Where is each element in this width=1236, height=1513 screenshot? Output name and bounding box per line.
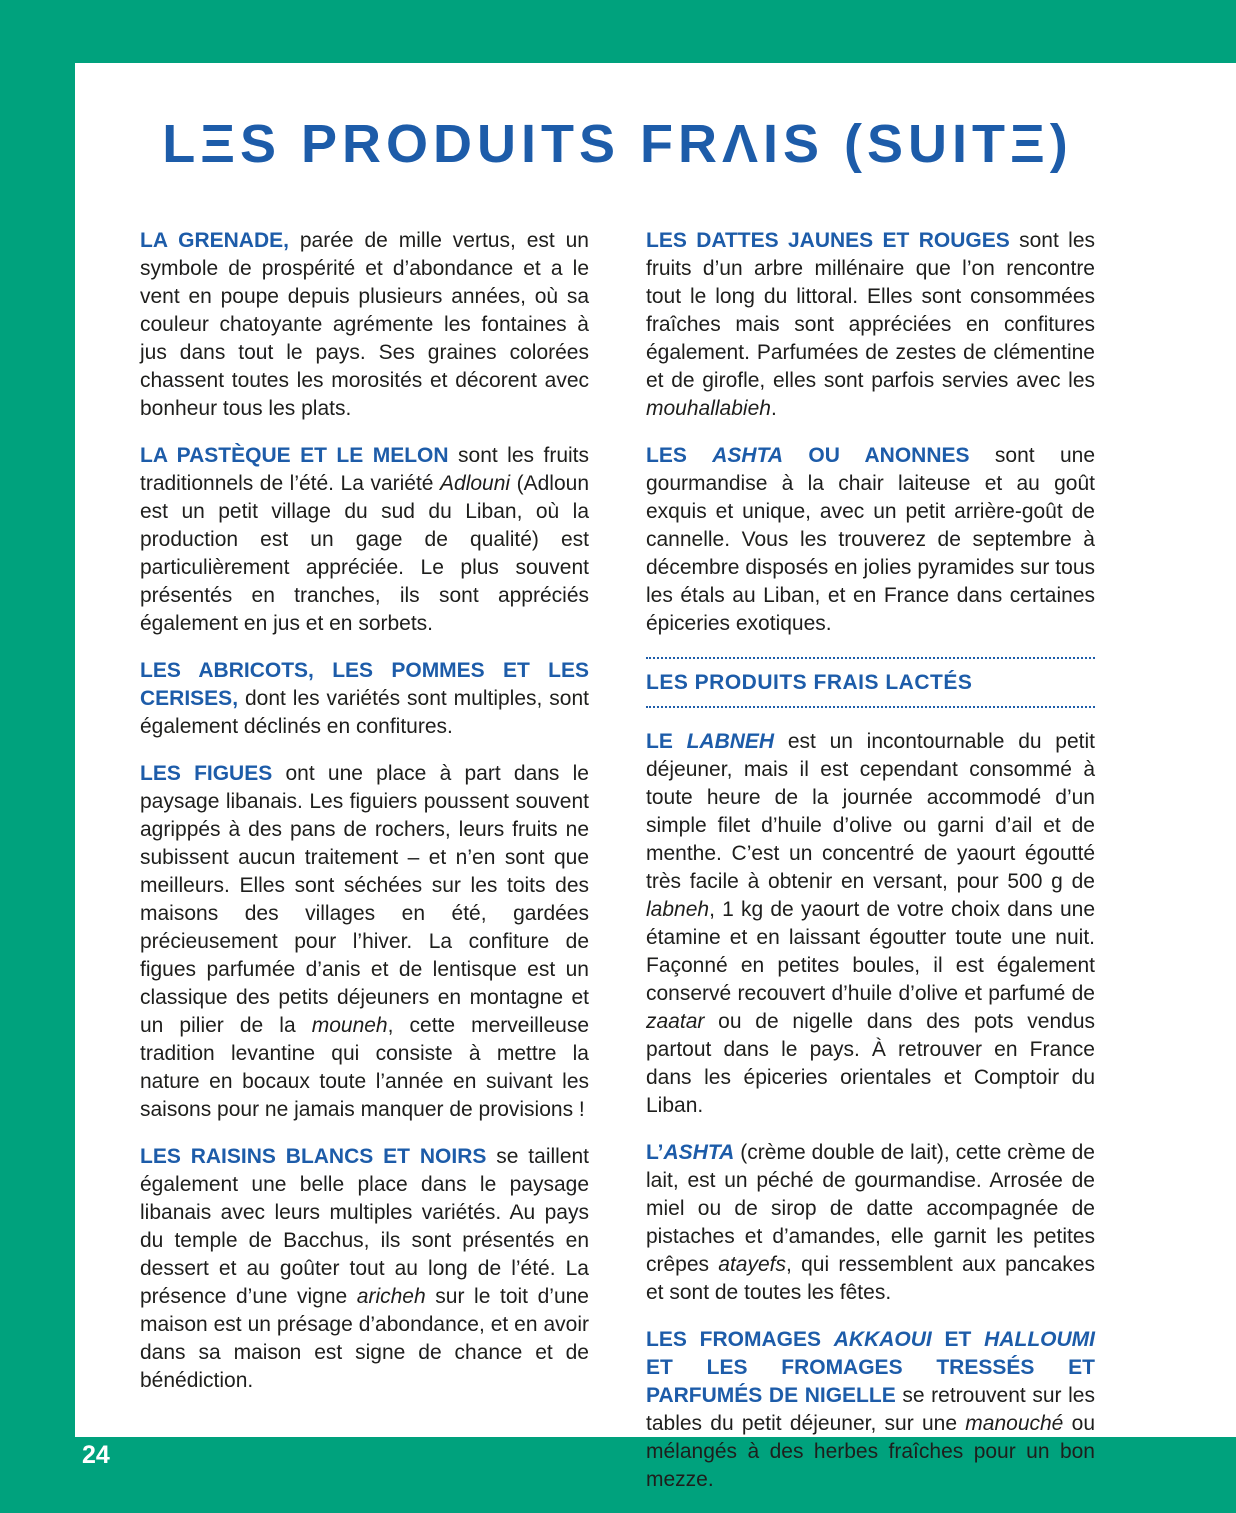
text-segment: sont une gourmandise à la chair laiteuse et au goût exquis et unique, avec un petit arrière-goût de cannelle. Vous les trouverez de septembre à décembre disposés en jolies pyramides sur tous les étals au Liban, et en France dans certaines épiceries exotiques. xyxy=(646,444,1095,635)
paragraph xyxy=(140,227,589,423)
paragraph xyxy=(140,442,589,638)
text-segment: ont une place à part dans le paysage libanais. Les figuiers poussent souvent agrippés à des pans de rochers, leurs fruits ne subissent aucun traitement – et n’en sont que meilleurs. Elles sont séchées sur les toits des maisons des villages en été, gardées précieusement pour l’hiver. La confiture de figues parfumée d’anis et de lentisque est un classique des petits déjeuners en montagne et un pilier de la xyxy=(140,762,589,1037)
text-segment: se taillent également une belle place dans le paysage libanais avec leurs multiples variétés. Au pays du temple de Bacchus, ils sont présentés en dessert et au goûter tout au long de l’été. La présence d’une vigne xyxy=(140,1145,590,1308)
paragraph xyxy=(646,442,1095,638)
text-segment: , qui ressemblent aux pancakes et sont de toutes les fêtes. xyxy=(646,1253,1095,1304)
text-segment: LE xyxy=(646,730,687,753)
page-title: LΞS PRODUITS FRΛIS (SUITΞ) xyxy=(162,114,1073,174)
text-segment: Adlouni xyxy=(440,472,511,495)
text-segment: ASHTA xyxy=(663,1141,735,1164)
text-segment: atayefs xyxy=(718,1253,786,1276)
text-segment: sur le toit d’une maison est un présage d’abondance, et en avoir dans sa maison est signe de chance et de bénédiction. xyxy=(140,1285,589,1392)
text-segment: OU ANONNES xyxy=(783,444,995,467)
text-columns xyxy=(140,227,1095,1513)
text-segment: LES FIGUES xyxy=(140,762,286,785)
text-segment: . xyxy=(770,397,777,420)
text-segment: mouhallabieh xyxy=(646,397,771,420)
text-segment: AKKAOUI xyxy=(833,1328,932,1351)
text-segment: ET LES FROMAGES TRESSÉS ET PARFUMÉS DE NIGELLE xyxy=(646,1356,1095,1407)
text-segment: se retrouvent sur les tables du petit déjeuner, sur une xyxy=(646,1384,1095,1435)
text-segment: LA GRENADE, xyxy=(140,229,300,252)
text-segment: dont les variétés sont multiples, sont également déclinés en confitures. xyxy=(140,687,589,738)
section-heading xyxy=(646,657,1095,708)
text-segment: (Adloun est un petit village du sud du Liban, où la production est un gage de qualité) est particulièrement appréciée. Le plus souvent présentés en tranches, ils sont appréciés également en jus et en sorbets. xyxy=(140,472,589,635)
text-segment: LABNEH xyxy=(686,730,775,753)
text-segment: LES RAISINS BLANCS ET NOIRS xyxy=(140,1145,497,1168)
text-segment: aricheh xyxy=(356,1285,426,1308)
column-left xyxy=(140,227,589,1513)
paragraph xyxy=(140,760,589,1124)
text-segment: LES DATTES JAUNES ET ROUGES xyxy=(646,229,1020,252)
text-segment: labneh xyxy=(646,898,710,921)
paragraph xyxy=(646,728,1095,1120)
text-segment: manouché xyxy=(965,1412,1064,1435)
text-segment: ou mélangés à des herbes fraîches pour un bon mezze. xyxy=(646,1412,1095,1491)
text-segment: , cette merveilleuse tradition levantine qui consiste à mettre la nature en bocaux toute l’année en suivant les saisons pour ne jamais manquer de provisions ! xyxy=(140,1014,589,1121)
text-segment: LES xyxy=(646,444,713,467)
paragraph xyxy=(140,1143,589,1395)
text-segment: (crème double de lait), cette crème de lait, est un péché de gourmandise. Arrosée de miel ou de sirop de datte accompagnée de pistaches et d’amandes, elle garnit les petites crêpes xyxy=(646,1141,1095,1276)
paragraph xyxy=(646,1139,1095,1307)
text-segment: ASHTA xyxy=(712,444,784,467)
page-content xyxy=(140,63,1095,1513)
column-right xyxy=(646,227,1095,1513)
text-segment: ou de nigelle dans des pots vendus partout dans le pays. À retrouver en France dans les épiceries orientales et Comptoir du Liban. xyxy=(646,1010,1095,1117)
page-number: 24 xyxy=(82,1441,110,1469)
text-segment: LES ABRICOTS, LES POMMES ET LES CERISES, xyxy=(140,659,589,710)
text-segment: mouneh xyxy=(311,1014,388,1037)
text-segment: parée de mille vertus, est un symbole de prospérité et d’abondance et a le vent en poupe depuis plusieurs années, où sa couleur chatoyante agrémente les fontaines à jus dans tout le pays. Ses graines colorées chassent toutes les morosités et décorent avec bonheur tous les plats. xyxy=(140,229,589,420)
text-segment: HALLOUMI xyxy=(984,1328,1095,1351)
paragraph xyxy=(646,227,1095,423)
section-heading-text: LES PRODUITS FRAIS LACTÉS xyxy=(646,671,973,694)
text-segment: LA PASTÈQUE ET LE MELON xyxy=(140,444,459,467)
text-segment: ET xyxy=(931,1328,985,1351)
text-segment: zaatar xyxy=(646,1010,705,1033)
text-segment: sont les fruits traditionnels de l’été. La variété xyxy=(140,444,589,495)
text-segment: L’ xyxy=(646,1141,664,1164)
paragraph xyxy=(646,1326,1095,1494)
text-segment: sont les fruits d’un arbre millénaire que l’on rencontre tout le long du littoral. Elles sont consommées fraîches mais sont appréciées en confitures également. Parfumées de zestes de clémentine et de girofle, elles sont parfois servies avec les xyxy=(646,229,1096,392)
paragraph xyxy=(140,657,589,741)
text-segment: , 1 kg de yaourt de votre choix dans une étamine et en laissant égoutter toute une nuit. Façonné en petites boules, il est également conservé recouvert d’huile d’olive et parfumé de xyxy=(646,898,1095,1005)
text-segment: est un incontournable du petit déjeuner, mais il est cependant consommé à toute heure de la journée accommodé d’un simple filet d’huile d’olive ou garni d’ail et de menthe. C’est un concentré de yaourt égoutté très facile à obtenir en versant, pour 500 g de xyxy=(646,730,1095,893)
text-segment: LES FROMAGES xyxy=(646,1328,834,1351)
